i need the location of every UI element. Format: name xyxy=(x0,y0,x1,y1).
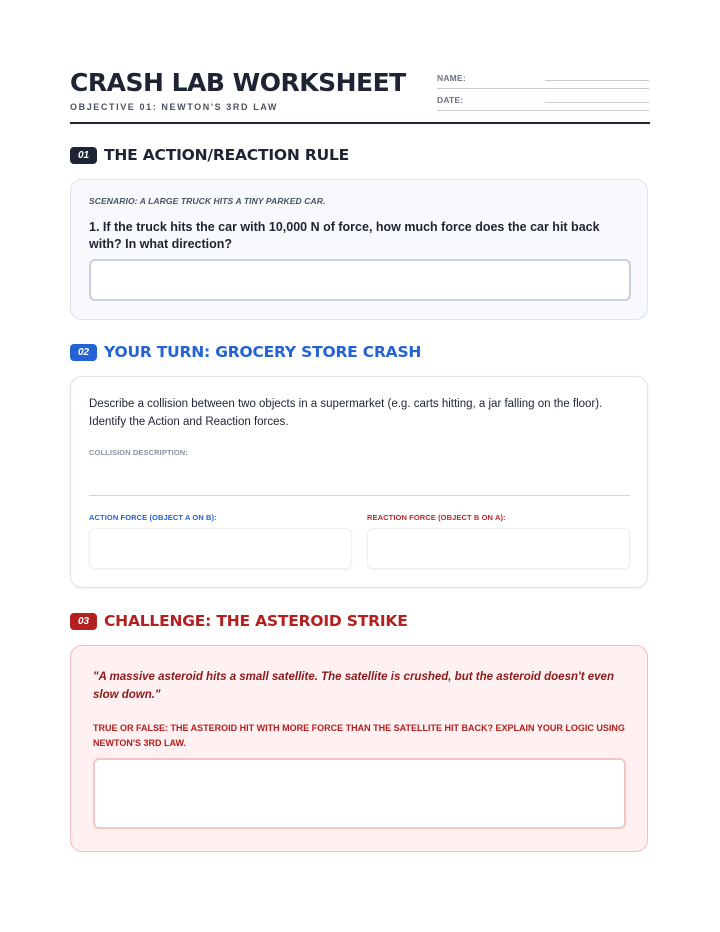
name-field[interactable] xyxy=(437,70,649,89)
section-02-title: YOUR TURN: GROCERY STORE CRASH xyxy=(104,343,422,361)
section-01-badge: 01 xyxy=(70,147,97,164)
section-01-heading xyxy=(70,145,349,165)
worksheet-title: CRASH LAB WORKSHEET xyxy=(70,68,406,97)
reaction-force-box[interactable] xyxy=(367,528,630,569)
truck-answer-box[interactable] xyxy=(89,259,631,301)
worksheet-header xyxy=(70,66,650,124)
name-write-line[interactable] xyxy=(545,80,649,81)
section-03-badge: 03 xyxy=(70,613,97,630)
section-01-title: THE ACTION/REACTION RULE xyxy=(104,146,350,164)
asteroid-quote: "A massive asteroid hits a small satellite. The satellite is crushed, but the asteroid doesn't even slow down." xyxy=(93,671,614,701)
section-01-card xyxy=(70,179,648,320)
section-03-heading xyxy=(70,611,408,631)
section-03-title: CHALLENGE: THE ASTEROID STRIKE xyxy=(104,612,408,630)
collision-description-label: COLLISION DESCRIPTION: xyxy=(89,448,188,457)
truck-question: 1. If the truck hits the car with 10,000 N of force, how much force does the car hit back with? In what direction? xyxy=(89,220,600,251)
grocery-prompt: Describe a collision between two objects in a supermarket (e.g. carts hitting, a jar falling on the floor). Identify the Action and Reaction forces. xyxy=(89,398,603,428)
action-force-box[interactable] xyxy=(89,528,352,569)
date-write-line[interactable] xyxy=(545,102,649,103)
scenario-text: SCENARIO: A LARGE TRUCK HITS A TINY PARKED CAR. xyxy=(89,196,326,206)
action-force-label: ACTION FORCE (OBJECT A ON B): xyxy=(89,513,217,522)
name-label: NAME: xyxy=(437,73,466,83)
section-02-card xyxy=(70,376,648,588)
true-false-question: TRUE OR FALSE: THE ASTEROID HIT WITH MORE FORCE THAN THE SATELLITE HIT BACK? EXPLAIN YOUR LOGIC USING NEWTON'S 3RD LAW. xyxy=(93,723,625,748)
section-02-heading xyxy=(70,342,421,362)
objective-subtitle: OBJECTIVE 01: NEWTON'S 3RD LAW xyxy=(70,102,278,112)
date-field[interactable] xyxy=(437,92,649,111)
section-02-badge: 02 xyxy=(70,344,97,361)
date-label: DATE: xyxy=(437,95,464,105)
reaction-force-label: REACTION FORCE (OBJECT B ON A): xyxy=(367,513,506,522)
asteroid-answer-box[interactable] xyxy=(93,758,626,829)
section-03-card xyxy=(70,645,648,852)
collision-description-line[interactable] xyxy=(89,495,630,496)
